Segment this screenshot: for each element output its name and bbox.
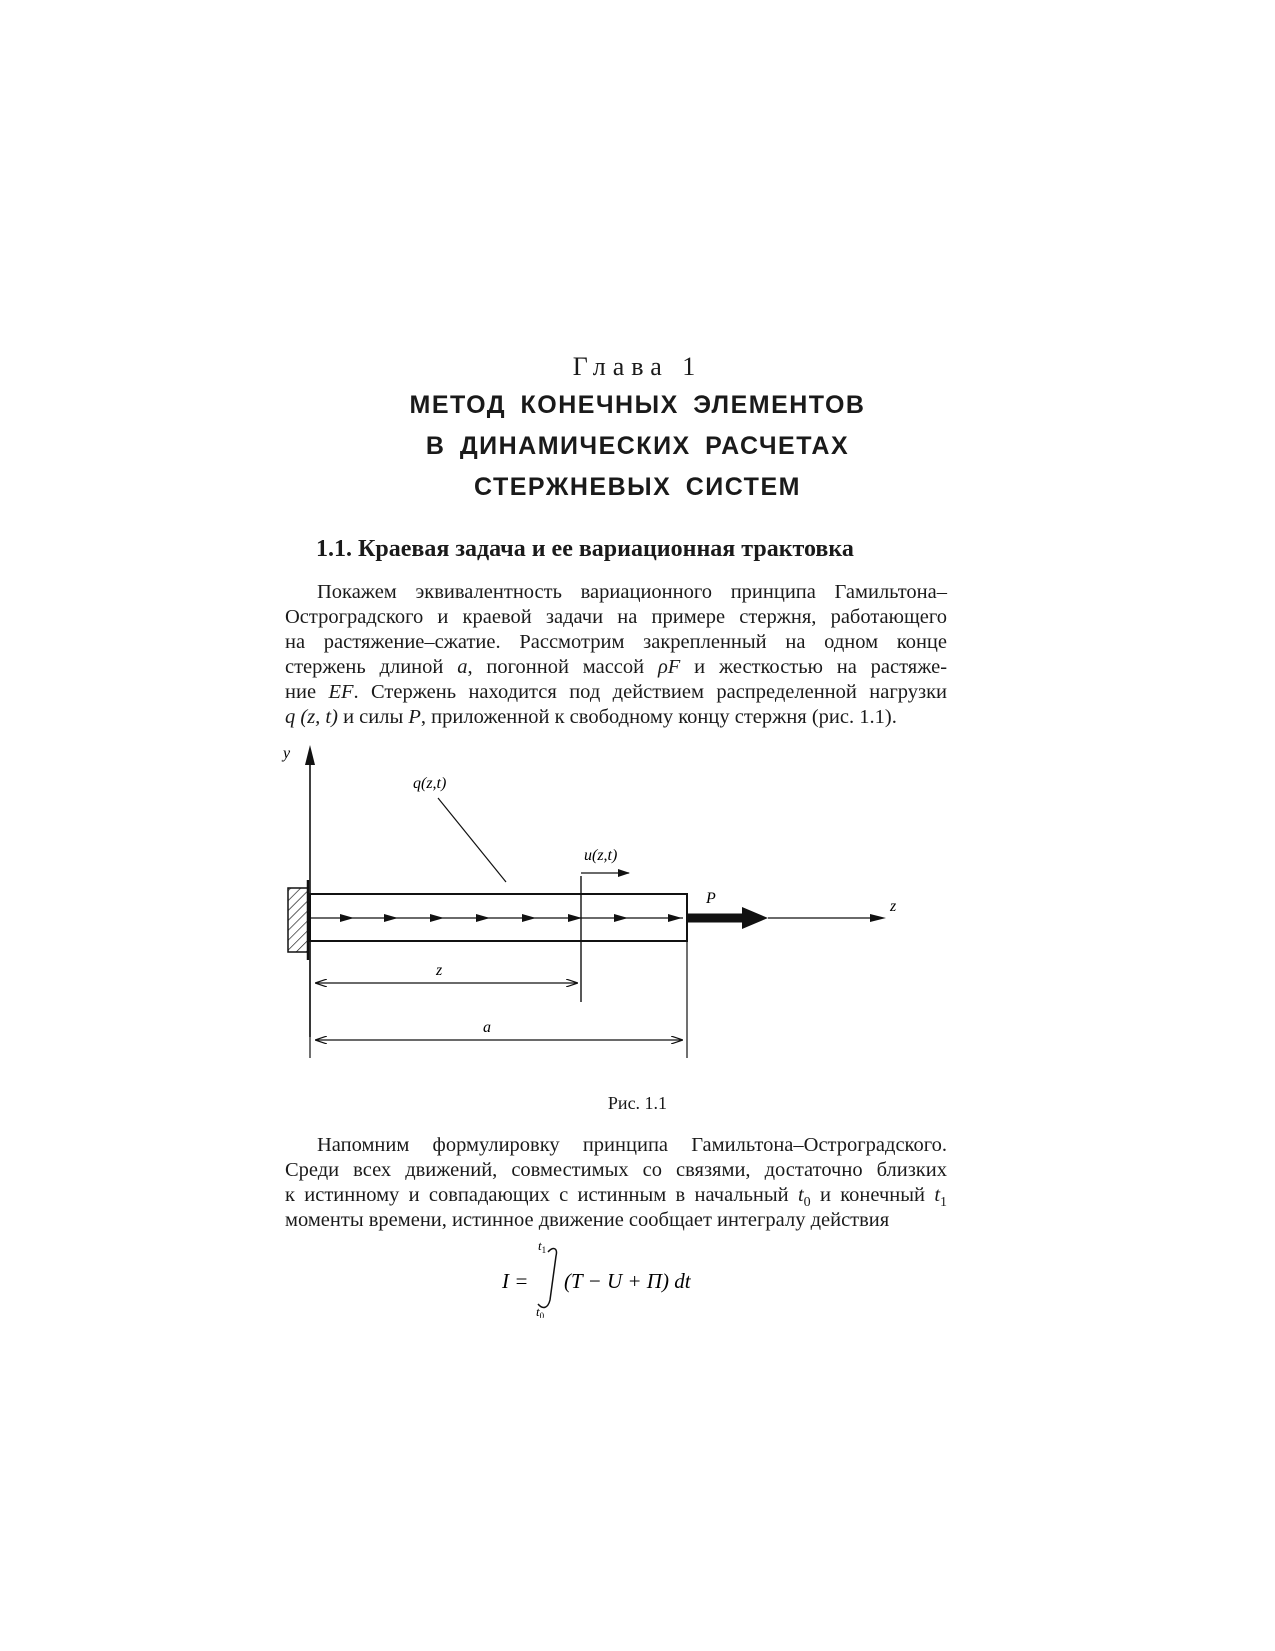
- math-P: P: [408, 706, 421, 728]
- dimension-a-label: a: [483, 1019, 491, 1036]
- section-number: 1.1.: [316, 536, 352, 562]
- load-leader-line: [438, 798, 506, 882]
- displacement-label: u(z,t): [584, 847, 618, 864]
- formula-lower-limit: $t_0$: [536, 1304, 545, 1318]
- paragraph-intro: [285, 580, 947, 730]
- chapter-label: Глава 1: [572, 352, 703, 381]
- y-axis-label: y: [283, 745, 291, 762]
- distributed-load: [310, 914, 683, 922]
- force-P-label: P: [706, 890, 716, 907]
- formula-upper-limit: $t_1$: [538, 1238, 547, 1255]
- paragraph-principle: [285, 1133, 947, 1233]
- text-run: Покажем эквивалентность вариационного принципа Гамильтона–: [317, 581, 947, 603]
- paragraph-line: [285, 1133, 947, 1158]
- dimension-z-label: z: [436, 962, 443, 979]
- math-EF: EF: [328, 681, 354, 703]
- math-t0: $t_0$: [797, 1184, 811, 1211]
- text-run: , приложенной к свободному концу стержня (рис. 1.1).: [420, 706, 897, 728]
- z-axis-arrowhead: [870, 914, 886, 922]
- paragraph-line: [285, 705, 947, 730]
- math-a: a: [457, 656, 468, 678]
- math-qzt: q (z, t): [285, 706, 338, 728]
- figure-caption: Рис. 1.1: [607, 1093, 668, 1113]
- formula-integrand: (T − U + Π) dt: [564, 1269, 691, 1293]
- integral-sign: [538, 1249, 556, 1308]
- text-run: и жесткостью на растяже-: [694, 656, 948, 678]
- text-run: ние: [285, 681, 317, 703]
- action-integral-formula: [500, 1238, 760, 1318]
- paragraph-line: стержень длиной a, погонной массой ρF и жесткостью на растяже-: [285, 656, 948, 678]
- section-heading: [316, 536, 854, 563]
- figure-1-1: [280, 740, 960, 1080]
- text-run: стержень длиной: [285, 656, 444, 678]
- math-rhoF: ρF: [657, 656, 681, 678]
- math-t1: $t_1$: [934, 1184, 948, 1211]
- paragraph-line: [285, 680, 947, 705]
- paragraph-line: [285, 1183, 948, 1211]
- text-run: и силы: [343, 706, 404, 728]
- chapter-title-line-2: В ДИНАМИЧЕСКИХ РАСЧЕТАХ: [425, 432, 850, 460]
- paragraph-line: Остроградского и краевой задачи на примере стержня, работающего: [285, 606, 947, 628]
- paragraph-line: на растяжение–сжатие. Рассмотрим закрепленный на одном конце: [285, 631, 947, 653]
- force-P-arrowhead: [742, 907, 768, 929]
- text-run: Напомним формулировку принципа Гамильтона–Остроградского.: [317, 1134, 947, 1156]
- chapter-title-line-1: МЕТОД КОНЕЧНЫХ ЭЛЕМЕНТОВ: [409, 391, 866, 419]
- paragraph-line: [285, 580, 947, 605]
- paragraph-line: Среди всех движений, совместимых со связями, достаточно близких: [285, 1159, 947, 1181]
- wall-support: [288, 888, 308, 952]
- text-run: погонной массой: [486, 656, 645, 678]
- text-run: к истинному и совпадающих с истинным в начальный: [285, 1184, 789, 1206]
- section-title: Краевая задача и ее вариационная трактовка: [358, 536, 854, 562]
- text-run: и конечный: [819, 1184, 925, 1206]
- z-axis-label: z: [890, 898, 897, 915]
- y-axis-arrowhead: [305, 745, 315, 765]
- formula-lhs: I =: [502, 1269, 529, 1293]
- chapter-title-line-3: СТЕРЖНЕВЫХ СИСТЕМ: [474, 473, 801, 501]
- load-label: q(z,t): [413, 775, 447, 792]
- text-run: . Стержень находится под действием распределенной нагрузки: [353, 681, 948, 703]
- paragraph-line: моменты времени, истинное движение сообщает интегралу действия: [285, 1209, 890, 1231]
